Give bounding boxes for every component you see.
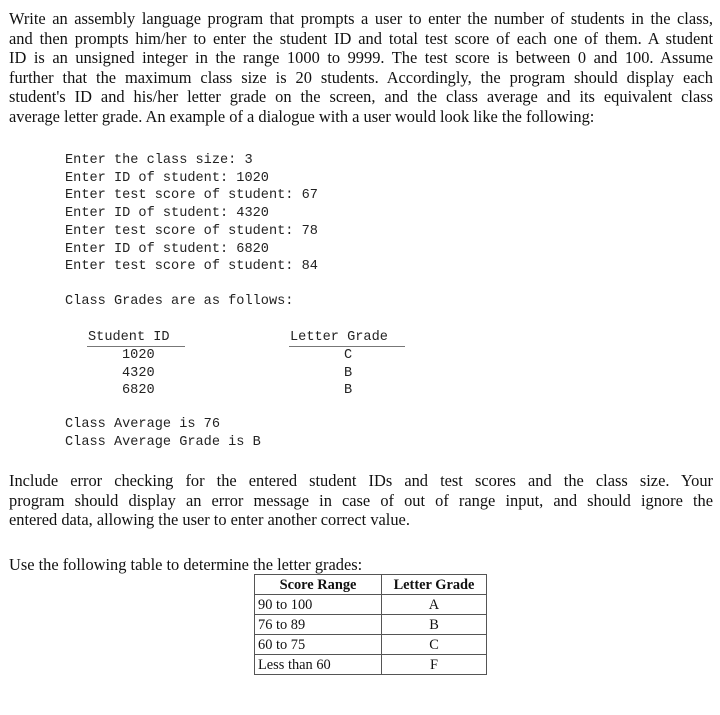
letter-grade-cell: B <box>344 383 353 399</box>
class-average-line: Class Average is 76 <box>65 417 220 432</box>
student-id-cell: 1020 <box>122 348 155 363</box>
table-row <box>255 615 487 635</box>
dialog-line: Enter the class size: 3 <box>65 153 253 168</box>
letter-grade-cell: C <box>382 635 487 655</box>
letter-grade-cell: B <box>344 365 353 381</box>
letter-grade-column-header: Letter Grade <box>290 330 388 345</box>
letter-grade-table <box>254 574 487 675</box>
score-range-cell: 60 to 75 <box>255 635 382 655</box>
letter-grade-cell: C <box>344 348 353 363</box>
paragraph-line: entered data, allowing the user to enter another correct value. <box>9 510 410 530</box>
paragraph-line: ID is an unsigned integer in the range 1000 to 9999. The test score is between 0 and 100. Assume <box>9 48 713 68</box>
dialog-line: Enter ID of student: 4320 <box>65 206 269 222</box>
error-checking-paragraph <box>9 471 713 530</box>
paragraph-line: further that the maximum class size is 20 students. Accordingly, the program should display each <box>9 67 713 87</box>
paragraph-line: Include error checking for the entered student IDs and test scores and the class size. Your <box>9 471 713 490</box>
paragraph-line: and then prompts him/her to enter the student ID and total test score of each one of them. A student <box>9 28 713 48</box>
table-row <box>255 595 487 615</box>
letter-grade-header: Letter Grade <box>382 575 487 595</box>
student-id-list <box>122 347 155 400</box>
paragraph-line: average letter grade. An example of a dialogue with a user would look like the following: <box>9 106 595 126</box>
score-range-header: Score Range <box>255 575 382 595</box>
letter-grade-cell: B <box>382 615 487 635</box>
letter-grade-cell: A <box>382 595 487 615</box>
letter-grade-list <box>344 347 352 400</box>
paragraph-line: Write an assembly language program that prompts a user to enter the number of students in the class, <box>9 9 713 28</box>
paragraph-line: student's ID and his/her letter grade on the screen, and the class average and its equivalent class <box>9 87 713 107</box>
student-id-cell: 6820 <box>122 383 155 399</box>
dialog-line: Enter test score of student: 67 <box>65 188 318 204</box>
assignment-paragraph <box>9 9 713 127</box>
dialog-line: Enter ID of student: 1020 <box>65 170 269 186</box>
paragraph-line: program should display an error message in case of out of range input, and should ignore the <box>9 490 713 510</box>
class-average-output <box>65 416 261 451</box>
score-range-cell: Less than 60 <box>255 655 382 675</box>
student-id-column-header: Student ID <box>88 330 170 345</box>
letter-grade-cell: F <box>382 655 487 675</box>
score-range-cell: 76 to 89 <box>255 615 382 635</box>
student-id-cell: 4320 <box>122 365 155 381</box>
dialog-line: Enter test score of student: 84 <box>65 259 318 275</box>
dialog-line: Enter test score of student: 78 <box>65 223 318 239</box>
table-header-row <box>255 575 487 595</box>
dialog-line: Enter ID of student: 6820 <box>65 241 269 257</box>
grades-heading: Class Grades are as follows: <box>65 294 294 309</box>
table-intro: Use the following table to determine the letter grades: <box>9 555 363 574</box>
table-row <box>255 635 487 655</box>
class-average-grade-line: Class Average Grade is B <box>65 434 261 450</box>
table-row <box>255 655 487 675</box>
score-range-cell: 90 to 100 <box>255 595 382 615</box>
sample-dialog <box>65 152 318 276</box>
